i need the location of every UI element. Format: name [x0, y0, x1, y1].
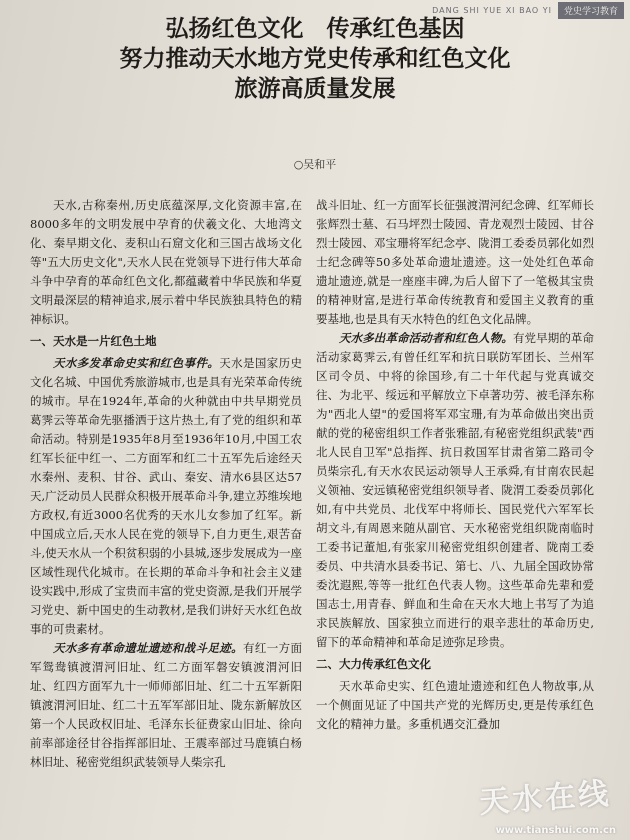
paragraph-body: 天水是国家历史文化名城、中国优秀旅游城市,也是具有光荣革命传统的城市。早在1924年,革命的火种就由中共早期党员葛霁云等革命先驱播洒于这片热土,有了党的组织和革命活动。特别是1935年8月至1936年10月,中国工农红军长征中红一、二方面军和红二十五军先后途经天水秦州、麦积、甘谷、武山、秦安、清水6县区达57天,广泛动员人民群众积极开展革命斗争,建立苏维埃地方政权,有近3000名优秀的天水儿女参加了红军。新中国成立后,天水人民在党的领导下,自力更生,艰苦奋斗,使天水从一个积贫积弱的小县城,逐步发展成为一座区域性现代化城市。在长期的革命斗争和社会主义建设实践中,形成了宝贵而丰富的党史资源,是我们开展学习党史、新中国史的生动教材,是我们讲好天水红色故事的可贵素材。 — [30, 356, 302, 636]
article-title — [0, 14, 630, 104]
section-heading-2: 二、大力传承红色文化 — [316, 657, 431, 671]
paragraph-red-figures — [316, 329, 594, 652]
paragraph-lead: 天水多出革命活动者和红色人物。 — [339, 331, 513, 345]
title-line-1: 弘扬红色文化 传承红色基因 — [165, 16, 465, 42]
right-column — [316, 196, 594, 734]
paragraph-revolutionary-sites — [30, 639, 302, 772]
paragraph-lead: 天水多有革命遗址遗迹和战斗足迹。 — [53, 641, 243, 655]
paragraph-sites-continued: 战斗旧址、红一方面军长征强渡渭河纪念碑、红军师长张辉烈士墓、石马坪烈士陵园、青龙观烈士陵园、甘谷烈士陵园、邓宝珊将军纪念亭、陇渭工委委员郭化如烈士纪念碑等50多处革命遗址遗迹。这一处处红色革命遗址遗迹,就是一座座丰碑,为后人留下了一笔极其宝贵的精神财富,是进行革命传统教育和爱国主义教育的重要基地,也是具有天水特色的红色文化品牌。 — [316, 198, 594, 326]
left-column — [30, 196, 302, 772]
site-watermark-url: www.tianshui.com.cn — [495, 825, 616, 836]
intro-paragraph: 天水,古称秦州,历史底蕴深厚,文化资源丰富,在8000多年的文明发展中孕育的伏羲文化、大地湾文化、秦早期文化、麦积山石窟文化和三国古战场文化等"五大历史文化",天水人民在党领导下进行伟大革命斗争中孕育的革命红色文化,都蕴藏着中华民族和华夏文明最深层的精神追求,展示着中华民族独具特色的精神标识。 — [30, 198, 302, 326]
site-watermark-logo: 天水在线 — [478, 776, 613, 821]
article-author: ○吴和平 — [293, 158, 337, 171]
paragraph-body: 有红一方面军鸳鸯镇渡渭河旧址、红二方面军磐安镇渡渭河旧址、红四方面军九十一师师部旧址、红二十五军新阳镇渡渭河旧址、红二十五军军部旧址、陇东新解放区第一个人民政权旧址、毛泽东长征费家山旧址、徐向前率部途径甘谷指挥部旧址、王震率部过马鹿镇白杨林旧址、秘密党组织武装领导人柴宗孔 — [30, 641, 302, 769]
paragraph-lead: 天水多发革命史实和红色事件。 — [53, 356, 220, 370]
paragraph-revolutionary-history — [30, 354, 302, 639]
header-english-tag: DANG SHI YUE XI BAO YI — [432, 5, 552, 15]
section-heading-1: 一、天水是一片红色土地 — [30, 334, 157, 348]
title-line-3: 旅游高质量发展 — [234, 76, 396, 102]
header-section-label: 党史学习教育 — [558, 2, 624, 19]
paragraph-body: 有党早期的革命活动家葛霁云,有曾任红军和抗日联防军团长、兰州军区司令员、中将的徐国珍,有二十年代起与党真诚交往、为北平、绥远和平解放立下卓著功劳、被毛泽东称为"西北人望"的爱国将军邓宝珊,有为革命做出突出贡献的党的秘密组织工作者张雅韶,有秘密党组织武装"西北人民自卫军"总指挥、抗日救国军甘肃省第二路司令员柴宗孔,有天水农民运动领导人王承舜,有甘南农民起义领袖、安远镇秘密党组织领导者、陇渭工委委员郭化如,有中共党员、北伐军中将师长、国民党代六军军长胡文斗,有周恩来随从副官、天水秘密党组织陇南临时工委书记董旭,有张家川秘密党组织创建者、陇南工委委员、中共清水县委书记、第七、八、九届全国政协常委沈遐熙,等等一批红色代表人物。这些革命先辈和爱国志士,用青春、鲜血和生命在天水大地上书写了为追求民族解放、国家独立而进行的艰辛悲壮的革命历史,留下的革命精神和革命足迹弥足珍贵。 — [316, 331, 595, 649]
title-line-2: 努力推动天水地方党史传承和红色文化 — [119, 46, 511, 72]
paragraph-inheritance: 天水革命史实、红色遗址遗迹和红色人物故事,从一个侧面见证了中国共产党的光辉历史,更是传承红色文化的精神力量。多重机遇交汇叠加 — [316, 679, 594, 731]
